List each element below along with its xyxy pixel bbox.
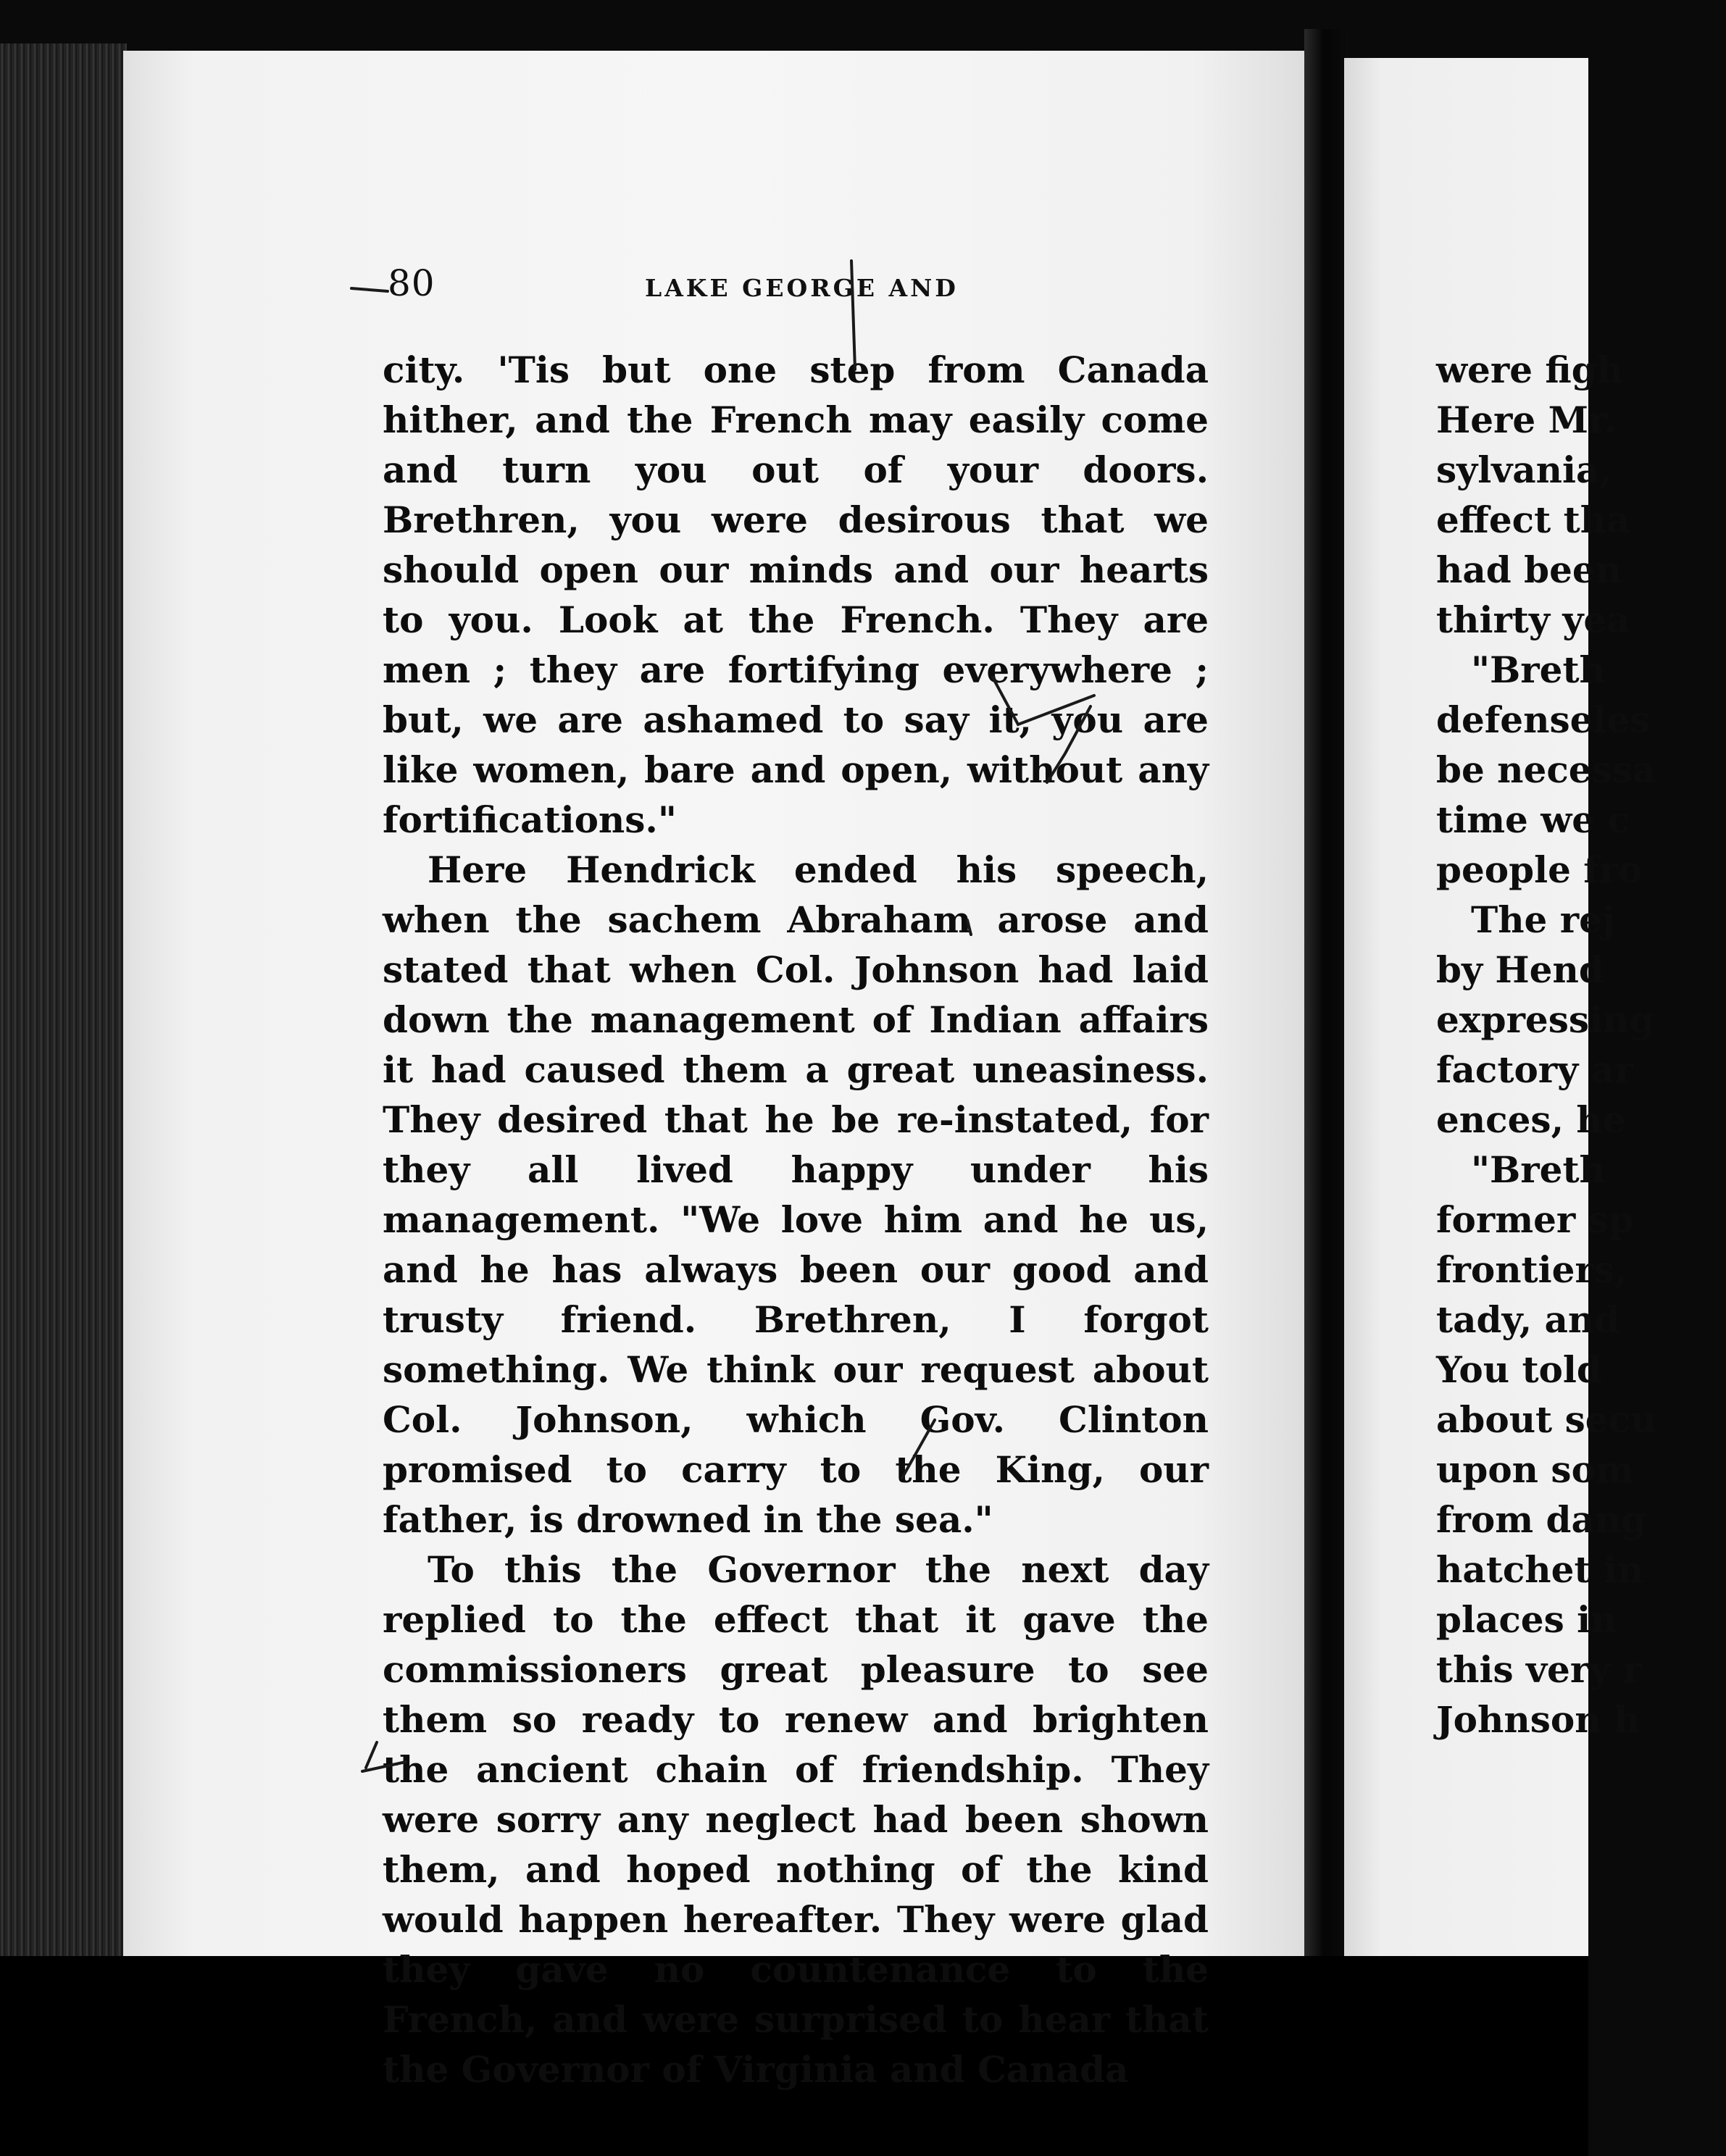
paragraph: Here Hendrick ended his speech, when the sachem Abraham arose and stated that when Col. Johnson had laid down the management of Indian affairs it had caused them a great uneasiness. They desired that he be re-instated, for they all lived happy under his management. "We love him and he us, and he has always been our good and trusty friend. Brethren, I forgot something. We think our request about Col. Johnson, which Gov. Clinton promised to carry to the King, our father, is drowned in the sea." bbox=[383, 848, 1209, 1541]
right-page-line: You told bbox=[1436, 1348, 1602, 1391]
right-page-line: had been bbox=[1436, 548, 1622, 591]
book-fore-edge bbox=[0, 43, 127, 1978]
book-gutter bbox=[1304, 29, 1348, 1985]
right-page-line: by Hend bbox=[1436, 948, 1604, 991]
right-page-line: defenseles bbox=[1436, 698, 1651, 741]
right-page-line: former sp bbox=[1436, 1198, 1634, 1241]
right-page-line: Here Mr. bbox=[1436, 398, 1617, 441]
right-page-line: thirty yea bbox=[1436, 598, 1630, 641]
right-page-line: about secu bbox=[1436, 1398, 1657, 1441]
right-page-line: sylvania, bbox=[1436, 448, 1612, 491]
right-page-line: places in bbox=[1436, 1598, 1617, 1641]
right-page-line: ences, he bbox=[1436, 1098, 1626, 1141]
right-page-line: people fro bbox=[1436, 848, 1643, 891]
right-page-line: Johnson h bbox=[1436, 1698, 1640, 1741]
right-page-line: frontiers, bbox=[1436, 1248, 1627, 1291]
running-head: LAKE GEORGE AND bbox=[645, 274, 959, 302]
right-page-line: expressing bbox=[1436, 998, 1655, 1041]
right-page-line: be necessa bbox=[1436, 748, 1656, 791]
right-page-line: tady, and bbox=[1436, 1298, 1620, 1341]
paragraph: city. 'Tis but one step from Canada hither, and the French may easily come and turn you out of your doors. Brethren, you were desirous that we should open our minds and our hearts to you. Look at the French. They are men ; they are fortifying everywhere ; but, we are ashamed to say it, you are like women, bare and open, without any fortifications." bbox=[383, 348, 1209, 841]
right-page-line: "Breth bbox=[1471, 648, 1606, 691]
right-page-line: factory ar bbox=[1436, 1048, 1634, 1091]
right-page-line: from dang bbox=[1436, 1498, 1647, 1541]
page-number: 80 bbox=[388, 262, 435, 304]
right-page-line: this very r bbox=[1436, 1648, 1643, 1691]
right-page-line: time we c bbox=[1436, 798, 1630, 841]
right-page-line: "Breth bbox=[1471, 1148, 1606, 1191]
right-page-line: were figh bbox=[1436, 348, 1624, 391]
main-text-block bbox=[383, 345, 1209, 2094]
paragraph: To this the Governor the next day replied to the effect that it gave the commissioners great pleasure to see them so ready to renew and brighten the ancient chain of friendship. They were sorry any neglect had been shown them, and hoped nothing of the kind would happen hereafter. They were glad they gave no countenance to the French, and were surprised to hear that the Governor of Virginia and Canada bbox=[383, 1548, 1209, 2091]
right-page-text bbox=[1436, 345, 1726, 1745]
right-page-line: upon som bbox=[1436, 1448, 1634, 1491]
right-page-line: The rej bbox=[1471, 898, 1616, 941]
right-page-line: hatchet in bbox=[1436, 1548, 1644, 1591]
right-page-line: effect tha bbox=[1436, 498, 1630, 541]
